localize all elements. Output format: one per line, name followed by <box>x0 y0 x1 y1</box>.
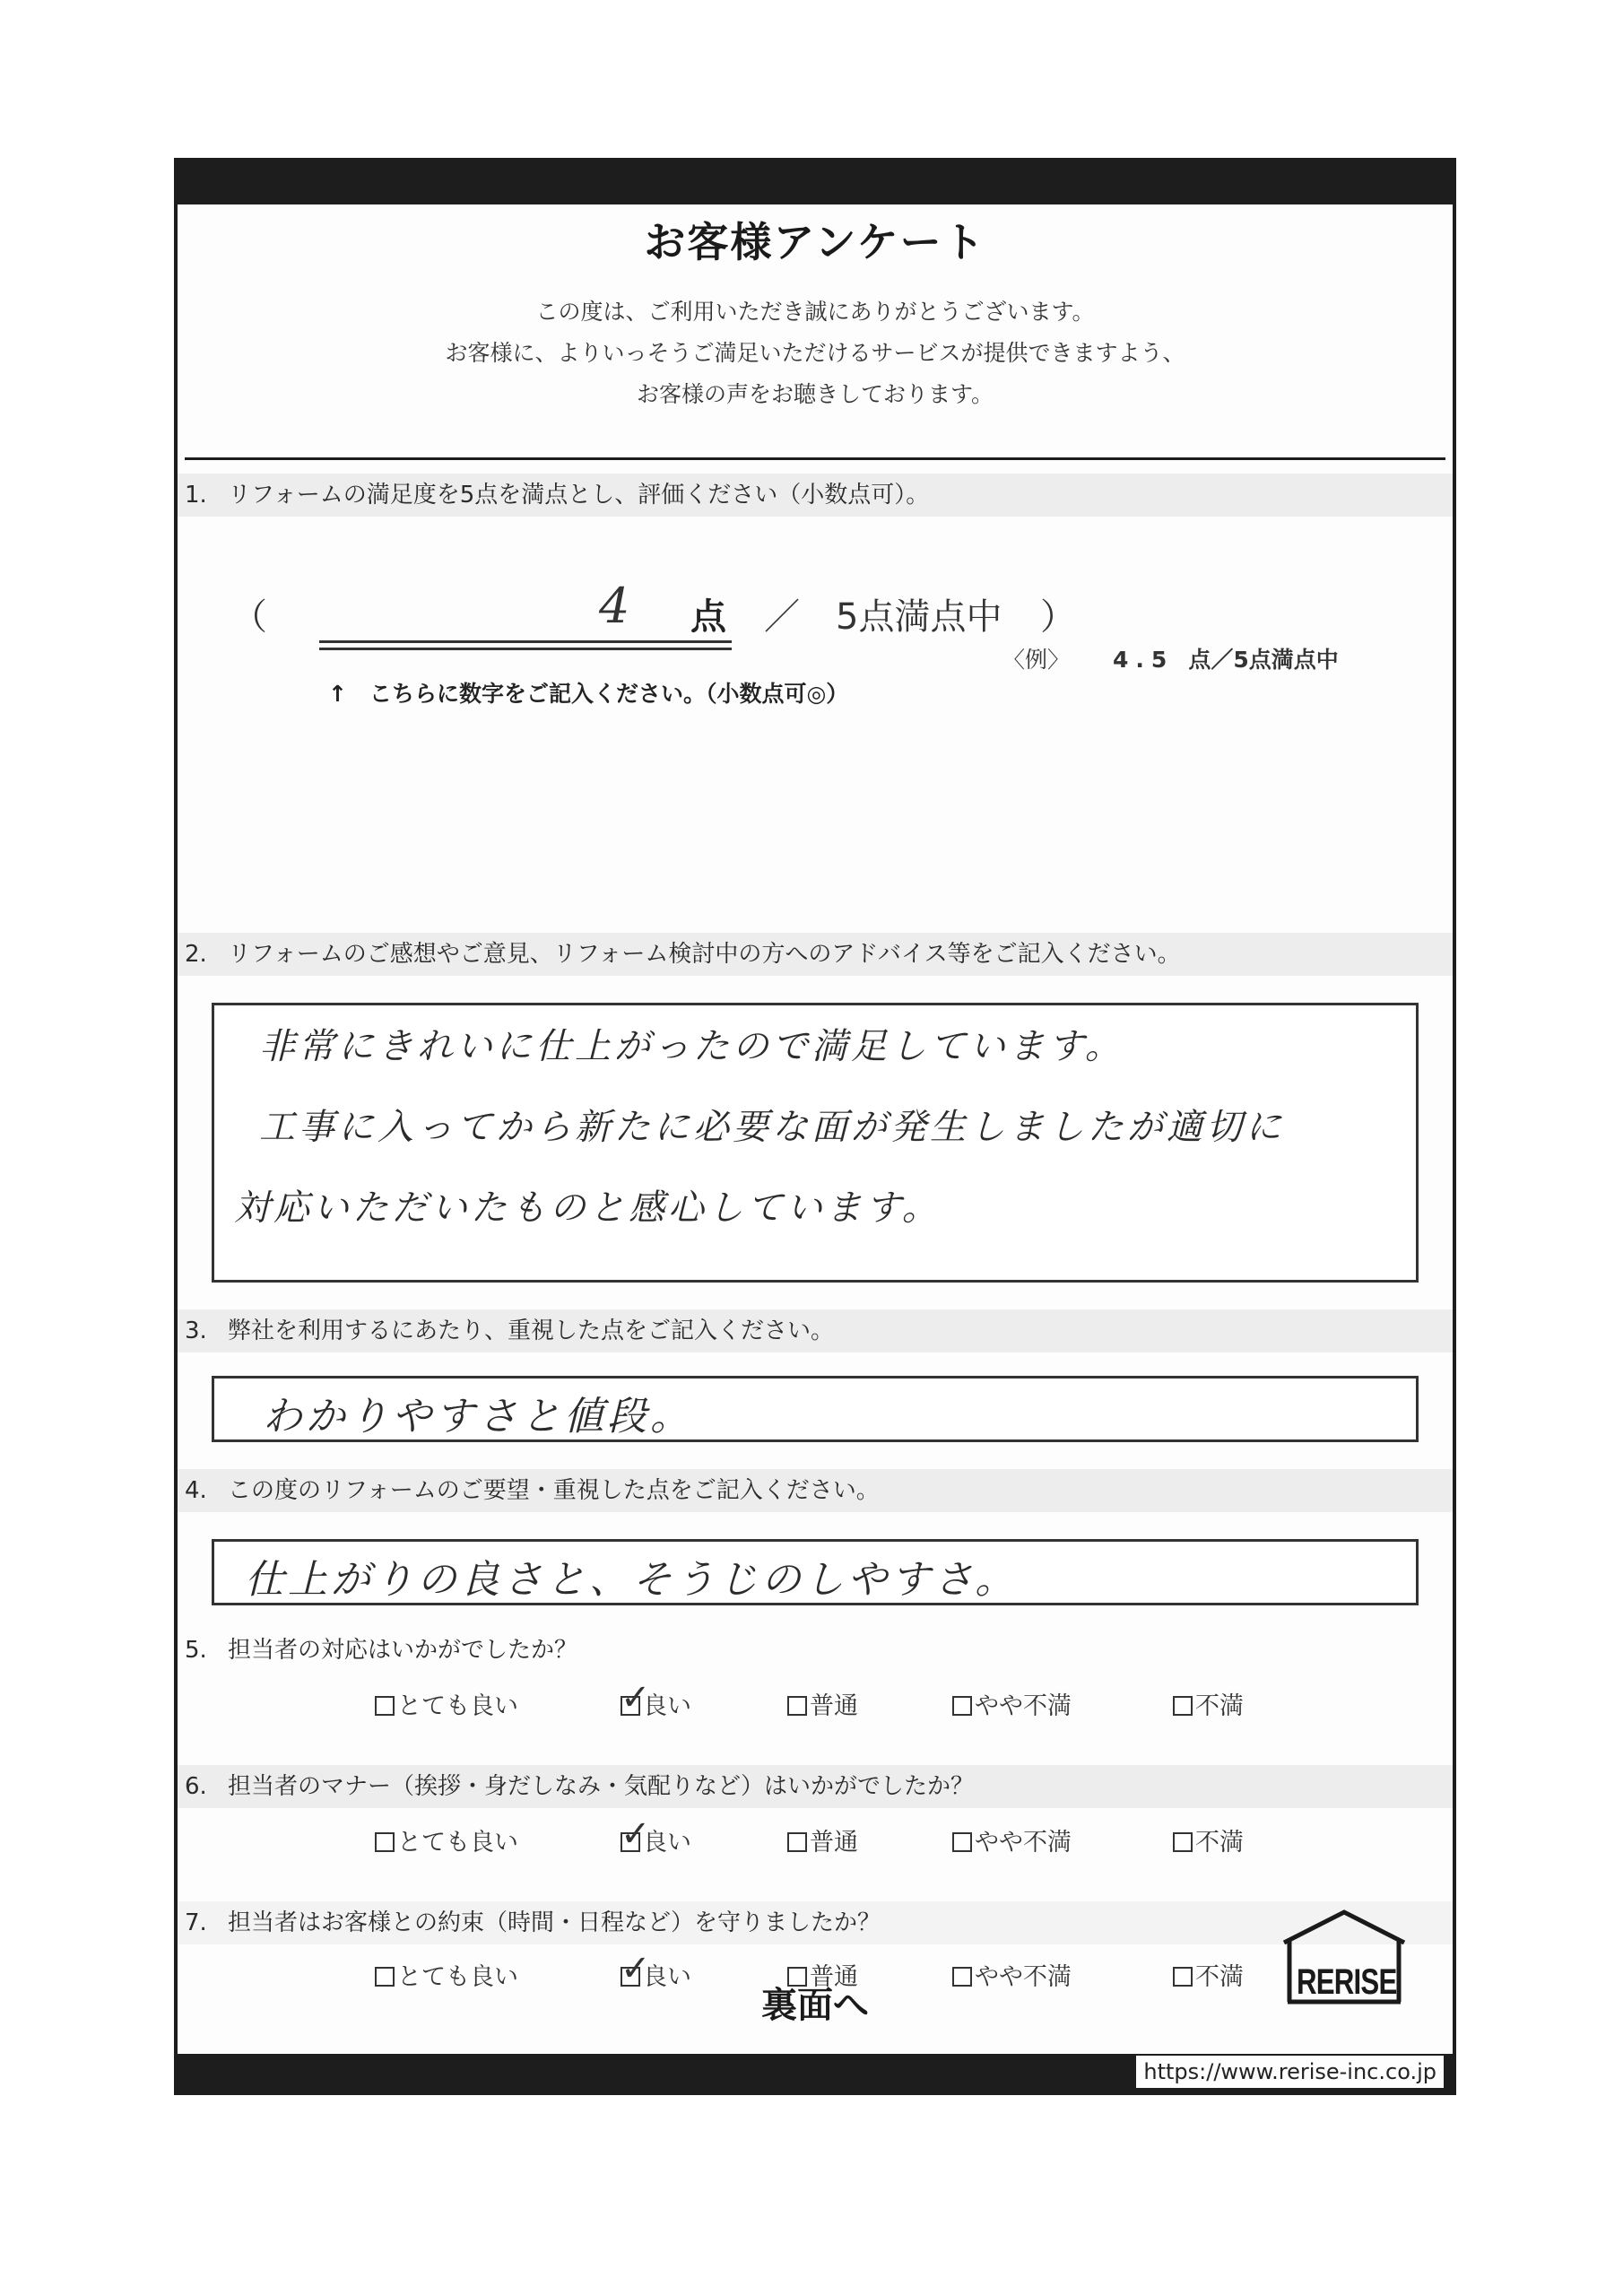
question-text: 弊社を利用するにあたり、重視した点をご記入ください。 <box>228 1318 835 1344</box>
option-label: 良い <box>643 1963 691 1991</box>
survey-title: お客様アンケート <box>644 218 986 266</box>
option-label: やや不満 <box>975 1692 1072 1720</box>
header-divider <box>185 457 1445 460</box>
q5-option-slightly-unsatisfied[interactable] <box>952 1686 1072 1721</box>
check-mark-icon: ✓ <box>621 1948 651 1989</box>
checkbox-icon <box>787 1832 807 1852</box>
brand-logo-text: RERISE <box>1297 1962 1397 2002</box>
checkbox-icon <box>787 1696 807 1716</box>
question-number: 2. <box>185 941 207 968</box>
option-label: 不満 <box>1195 1692 1244 1720</box>
option-label: 不満 <box>1195 1829 1244 1857</box>
example-note <box>1002 642 1339 674</box>
question-text: リフォームの満足度を5点を満点とし、評価ください（小数点可）。 <box>228 482 930 509</box>
q5-option-unsatisfied[interactable] <box>1173 1686 1244 1721</box>
option-label: 普通 <box>810 1963 858 1991</box>
answer-box-2[interactable] <box>212 1003 1419 1283</box>
question-7 <box>178 1901 1453 1944</box>
checkbox-icon <box>375 1696 395 1716</box>
question-5 <box>178 1629 1453 1672</box>
max-score-text: 5点満点中 <box>836 596 1002 638</box>
website-url[interactable]: https://www.rerise-inc.co.jp <box>1136 2056 1444 2088</box>
example-unit: 点／5点満点中 <box>1188 647 1339 673</box>
question-text: この度のリフォームのご要望・重視した点をご記入ください。 <box>228 1477 880 1504</box>
intro-line-3: お客様の声をお聴きしております。 <box>636 381 994 407</box>
intro-line-2: お客様に、よりいっそうご満足いただけるサービスが提供できますよう、 <box>445 340 1185 366</box>
option-label: 不満 <box>1195 1963 1244 1991</box>
q5-option-very-good[interactable] <box>375 1686 518 1721</box>
intro-line-1: この度は、ご利用いただき誠にありがとうございます。 <box>535 299 1095 325</box>
checkbox-icon <box>952 1832 972 1852</box>
option-label: 良い <box>643 1829 691 1857</box>
question-2 <box>178 933 1453 976</box>
answer-4: 仕上がりの良さと、そうじのしやすさ。 <box>245 1557 1019 1603</box>
question-number: 5. <box>185 1637 207 1664</box>
question-4 <box>178 1469 1453 1512</box>
option-label: とても良い <box>397 1692 518 1720</box>
question-text: 担当者のマナー（挨拶・身だしなみ・気配りなど）はいかがでしたか？ <box>228 1773 975 1800</box>
checkbox-icon <box>621 1813 651 1855</box>
answer-3: わかりやすさと値段。 <box>263 1394 693 1439</box>
q6-option-normal[interactable] <box>787 1822 858 1857</box>
score-hint: ↑ こちらに数字をご記入ください。（小数点可◎） <box>328 681 849 707</box>
checkbox-icon <box>1173 1696 1193 1716</box>
q6-option-unsatisfied[interactable] <box>1173 1822 1244 1857</box>
option-label: やや不満 <box>975 1963 1072 1991</box>
question-number: 4. <box>185 1477 207 1504</box>
q6-option-good[interactable] <box>621 1813 691 1857</box>
answer-box-3[interactable] <box>212 1376 1419 1442</box>
question-6 <box>178 1765 1453 1808</box>
answer-line-3: 対応いただいたものと感心しています。 <box>234 1187 942 1229</box>
open-paren: （ <box>231 596 267 638</box>
checkbox-icon <box>375 1832 395 1852</box>
q5-option-good[interactable] <box>621 1677 691 1721</box>
answer-line-2: 工事に入ってから新たに必要な面が発生しましたが適切に <box>259 1107 1285 1148</box>
answer-box-4[interactable] <box>212 1539 1419 1605</box>
question-text: 担当者の対応はいかがでしたか？ <box>228 1637 578 1664</box>
question-text: 担当者はお客様との約束（時間・日程など）を守りましたか？ <box>228 1909 881 1936</box>
score-unit: 点 <box>690 596 726 638</box>
question-number: 7. <box>185 1909 207 1936</box>
checkbox-icon <box>952 1696 972 1716</box>
checkbox-icon <box>621 1677 651 1718</box>
example-value: 4.5 <box>1113 647 1175 673</box>
q6-option-slightly-unsatisfied[interactable] <box>952 1822 1072 1857</box>
q5-option-normal[interactable] <box>787 1686 858 1721</box>
option-label: 良い <box>643 1692 691 1720</box>
question-number: 3. <box>185 1318 207 1344</box>
turn-over-text: 裏面へ <box>761 1985 869 2026</box>
check-mark-icon: ✓ <box>621 1677 651 1718</box>
answer-line-1: 非常にきれいに仕上がったので満足しています。 <box>259 1026 1124 1067</box>
top-bar <box>178 158 1453 204</box>
example-label: 〈例〉 <box>1002 647 1071 673</box>
check-mark-icon: ✓ <box>621 1813 651 1855</box>
question-number: 1. <box>185 482 207 509</box>
checkbox-icon <box>1173 1832 1193 1852</box>
option-label: とても良い <box>397 1829 518 1857</box>
q6-option-very-good[interactable] <box>375 1822 518 1857</box>
survey-sheet <box>174 158 1456 2095</box>
option-label: 普通 <box>810 1692 858 1720</box>
option-label: とても良い <box>397 1963 518 1991</box>
slash: ／ <box>764 596 800 638</box>
score-underline <box>319 640 732 643</box>
question-1 <box>178 474 1453 517</box>
question-number: 6. <box>185 1773 207 1800</box>
score-handwritten[interactable]: 4 <box>599 578 630 634</box>
question-text: リフォームのご感想やご意見、リフォーム検討中の方へのアドバイス等をご記入ください。 <box>228 941 1181 968</box>
question-3 <box>178 1309 1453 1352</box>
option-label: やや不満 <box>975 1829 1072 1857</box>
score-underline-2 <box>319 648 732 650</box>
option-label: 普通 <box>810 1829 858 1857</box>
close-paren: ） <box>1040 596 1076 638</box>
